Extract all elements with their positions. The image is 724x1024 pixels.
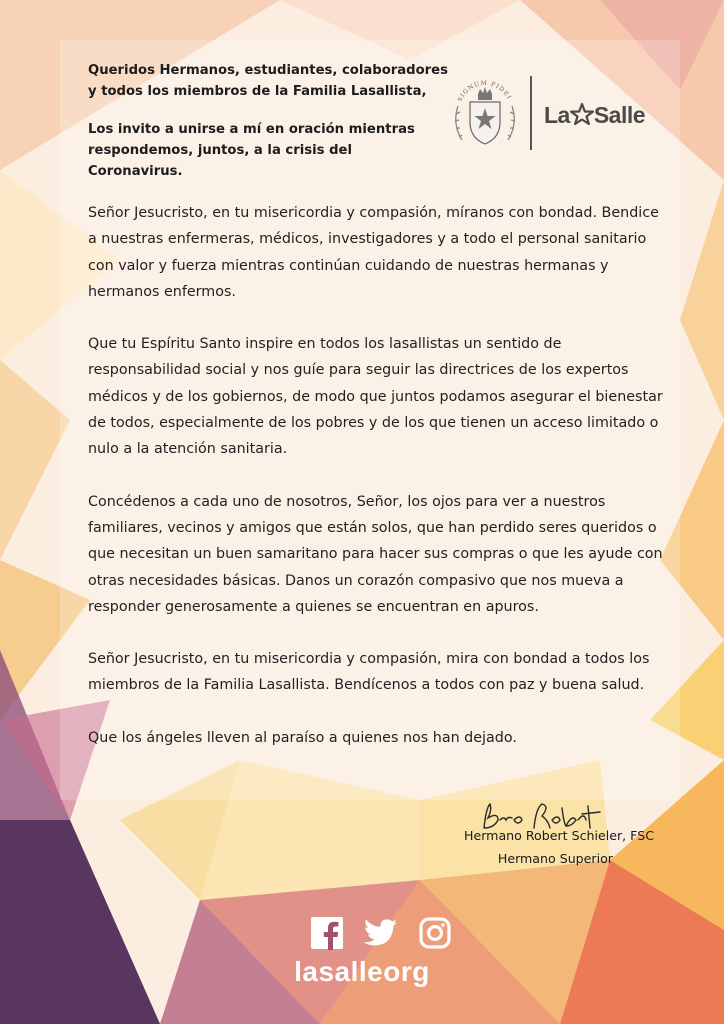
logo-divider xyxy=(530,76,532,150)
prayer-paragraph: Señor Jesucristo, en tu misericordia y compasión, mira con bondad a todos los miembros de la Familia Lasallista. Bendícenos a todos con paz y buena salud. xyxy=(88,651,650,694)
twitter-icon[interactable] xyxy=(363,916,399,950)
lasalle-logo: La Salle xyxy=(544,102,646,128)
prayer-paragraph: Que los ángeles lleven al paraíso a quienes nos han dejado. xyxy=(88,729,517,746)
signer-title: Hermano Superior xyxy=(497,851,613,866)
social-icons xyxy=(0,916,724,956)
signer-name: Hermano Robert Schieler, FSC xyxy=(464,828,654,843)
signum-fidei-seal-icon xyxy=(448,72,522,154)
invitation: Los invito a unirse a mí en oración mientras respondemos, juntos, a la crisis del Coronavirus. xyxy=(88,122,415,179)
prayer-paragraph: Concédenos a cada uno de nosotros, Señor, los ojos para ver a nuestros familiares, vecinos y amigos que están solos, que han perdido seres queridos o que necesitan un buen samaritano para hacer sus compras o que les ayude con otras necesidades básicas. Danos un corazón compasivo que nos mueva a responder generosamente a quienes se encuentran en apuros. xyxy=(88,493,663,615)
social-handle[interactable]: lasalleorg xyxy=(294,956,430,987)
greeting-block xyxy=(88,60,448,199)
facebook-icon[interactable] xyxy=(310,916,344,950)
salutation: Queridos Hermanos, estudiantes, colaboradores y todos los miembros de la Familia Lasallista, xyxy=(88,63,448,99)
prayer-paragraph: Que tu Espíritu Santo inspire en todos los lasallistas un sentido de responsabilidad social y nos guíe para seguir las directrices de los expertos médicos y de los gobiernos, de modo que juntos podamos asegurar el bienestar de todos, especialmente de los pobres y de los que tienen un acceso limitado o nulo a la atención sanitaria. xyxy=(88,336,663,458)
prayer-text xyxy=(88,200,668,777)
star-icon xyxy=(570,103,594,125)
instagram-icon[interactable] xyxy=(418,916,452,950)
logo-area xyxy=(448,72,658,154)
svg-text:SIGNUM FIDEI: SIGNUM FIDEI xyxy=(456,79,513,103)
prayer-paragraph: Señor Jesucristo, en tu misericordia y compasión, míranos con bondad. Bendice a nuestras enfermeras, médicos, investigadores y a todo el personal sanitario con valor y fuerza mientras continúan cuidando de nuestras hermanas y hermanos enfermos. xyxy=(88,205,659,300)
